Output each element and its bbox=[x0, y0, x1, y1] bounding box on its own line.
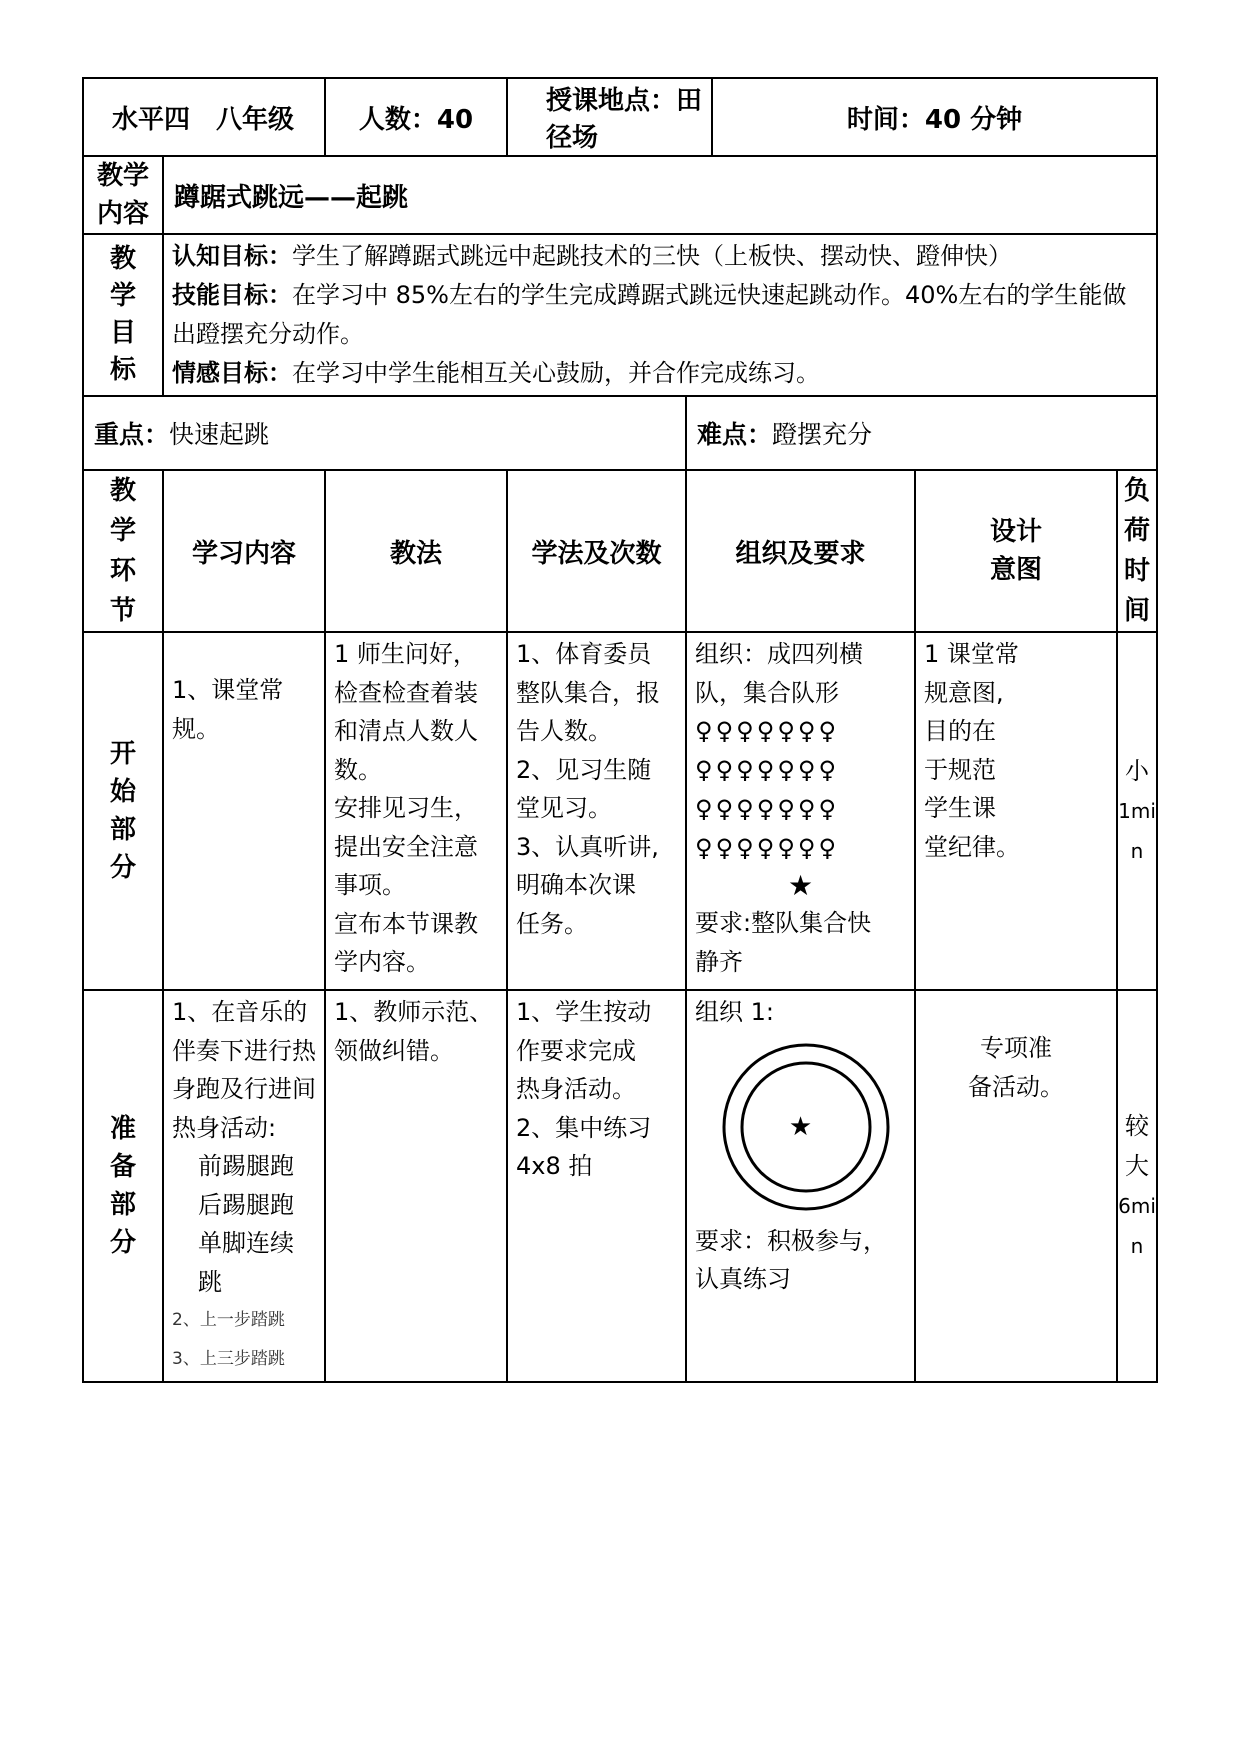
emotion-goal: 情感目标：在学习中学生能相互关心鼓励，并合作完成练习。 bbox=[172, 359, 820, 387]
key-points-row bbox=[83, 396, 1157, 470]
teacher-star-icon: ★ bbox=[787, 869, 814, 902]
key-point: 重点：快速起跳 bbox=[83, 396, 686, 470]
start-organization: 组织：成四列横 队，集合队形 ♀♀♀♀♀♀♀ ♀♀♀♀♀♀♀ ♀♀♀♀♀♀♀ ♀♀♀♀♀♀♀ ★ 要求:整队集合快 静齐 bbox=[686, 632, 915, 990]
skill-goal: 技能目标：在学习中 85%左右的学生完成蹲踞式跳远快速起跳动作。40%左右的学生能做出蹬摆充分动作。 bbox=[172, 281, 1127, 348]
lesson-plan-page bbox=[82, 77, 1156, 1383]
lesson-plan-table bbox=[82, 77, 1158, 1383]
col-organization: 组织及要求 bbox=[686, 470, 915, 632]
col-design: 设计 意图 bbox=[915, 470, 1117, 632]
teacher-star-icon: ★ bbox=[788, 1111, 813, 1142]
header-row bbox=[83, 78, 1157, 156]
teaching-goals bbox=[163, 234, 1157, 396]
start-learning: 1、体育委员 整队集合，报 告人数。 2、见习生随 堂见习。 3、认真听讲, 明确本次课 任务。 bbox=[507, 632, 686, 990]
table-row bbox=[83, 990, 1157, 1382]
circle-formation-diagram bbox=[695, 1032, 906, 1222]
col-content: 学习内容 bbox=[163, 470, 325, 632]
col-method: 教法 bbox=[325, 470, 507, 632]
prep-method: 1、教师示范、 领做纠错。 bbox=[325, 990, 507, 1382]
prep-organization: 组织 1: ★ 要求：积极参与， 认真练习 bbox=[686, 990, 915, 1382]
start-design: 1 课堂常 规意图, 目的在 于规范 学生课 堂纪律。 bbox=[915, 632, 1117, 990]
start-method: 1 师生问好， 检查检查着装 和清点人数人 数。 安排见习生， 提出安全注意 事项。 宣布本节课教 学内容。 bbox=[325, 632, 507, 990]
prep-content: 1、在音乐的 伴奏下进行热 身跑及行进间 热身活动: 前踢腿跑 后踢腿跑 单脚连续跳 2、上一步踏跳 3、上三步踏跳 bbox=[163, 990, 325, 1382]
location: 授课地点：田径场 bbox=[507, 78, 712, 156]
col-learning: 学法及次数 bbox=[507, 470, 686, 632]
duration: 时间：40 分钟 bbox=[712, 78, 1157, 156]
teaching-goals-label: 教 学 目 标 bbox=[83, 234, 163, 396]
difficult-point: 难点：蹬摆充分 bbox=[686, 396, 1157, 470]
prep-design: 专项准 备活动。 bbox=[915, 990, 1117, 1382]
teaching-goals-row bbox=[83, 234, 1157, 396]
stage-prep: 准 备 部 分 bbox=[83, 990, 163, 1382]
cognitive-goal: 认知目标：学生了解蹲踞式跳远中起跳技术的三快（上板快、摆动快、蹬伸快） bbox=[172, 242, 1012, 270]
teaching-content-row bbox=[83, 156, 1157, 234]
student-count: 人数：40 bbox=[325, 78, 507, 156]
prep-load: 较 大 6mi n bbox=[1117, 990, 1157, 1382]
start-load: 小 1mi n bbox=[1117, 632, 1157, 990]
grade-level: 水平四 八年级 bbox=[83, 78, 325, 156]
start-content: 1、课堂常规。 bbox=[163, 632, 325, 990]
lesson-title: 蹲踞式跳远——起跳 bbox=[163, 156, 1157, 234]
table-row bbox=[83, 632, 1157, 990]
prep-learning: 1、学生按动 作要求完成 热身活动。 2、集中练习 4x8 拍 bbox=[507, 990, 686, 1382]
stage-start: 开 始 部 分 bbox=[83, 632, 163, 990]
col-load: 负 荷 时 间 bbox=[1117, 470, 1157, 632]
formation: ♀♀♀♀♀♀♀ ♀♀♀♀♀♀♀ ♀♀♀♀♀♀♀ ♀♀♀♀♀♀♀ bbox=[695, 717, 840, 862]
col-stage: 教 学 环 节 bbox=[83, 470, 163, 632]
column-header-row bbox=[83, 470, 1157, 632]
teaching-content-label: 教学 内容 bbox=[83, 156, 163, 234]
